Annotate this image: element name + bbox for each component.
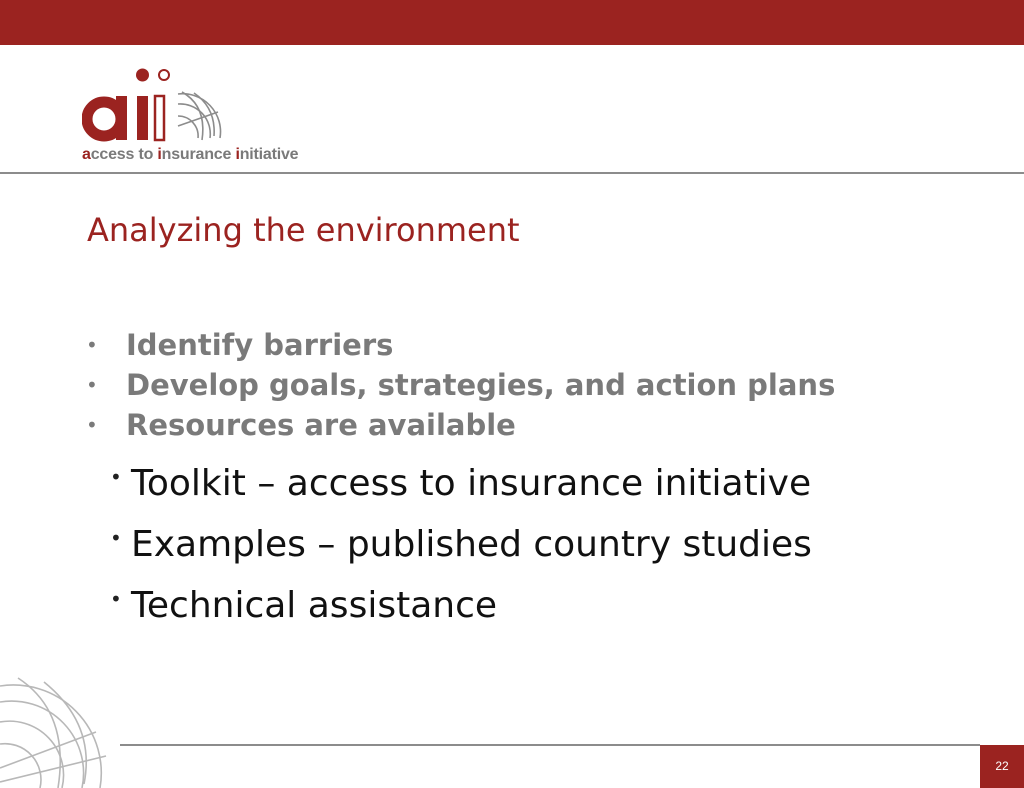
sub-bullet-text: Technical assistance	[131, 585, 498, 626]
bullet-text: Resources are available	[126, 408, 516, 442]
main-bullet-list	[86, 325, 835, 445]
list-item	[110, 517, 812, 578]
aii-logo	[82, 66, 342, 170]
bullet-text: Develop goals, strategies, and action plans	[126, 368, 836, 402]
aii-logo-mark	[82, 66, 232, 144]
page-number: 22	[980, 745, 1024, 788]
sub-bullet-list	[110, 456, 812, 639]
globe-watermark-icon	[0, 672, 110, 788]
list-item	[110, 578, 812, 639]
bullet-icon: •	[86, 373, 98, 397]
sub-bullet-text: Examples – published country studies	[131, 524, 812, 565]
sub-bullet-text: Toolkit – access to insurance initiative	[131, 463, 812, 504]
list-item	[110, 456, 812, 517]
bullet-icon: •	[86, 333, 98, 357]
bullet-icon: •	[110, 465, 122, 489]
top-accent-bar	[0, 0, 1024, 45]
header-divider	[0, 172, 1024, 174]
list-item	[86, 365, 835, 405]
bullet-icon: •	[110, 587, 122, 611]
bullet-text: Identify barriers	[126, 328, 394, 362]
list-item	[86, 405, 835, 445]
footer-divider	[120, 744, 980, 746]
bullet-icon: •	[86, 413, 98, 437]
list-item	[86, 325, 835, 365]
logo-tagline: access to insurance initiative	[82, 146, 299, 163]
slide-title: Analyzing the environment	[87, 211, 520, 249]
bullet-icon: •	[110, 526, 122, 550]
